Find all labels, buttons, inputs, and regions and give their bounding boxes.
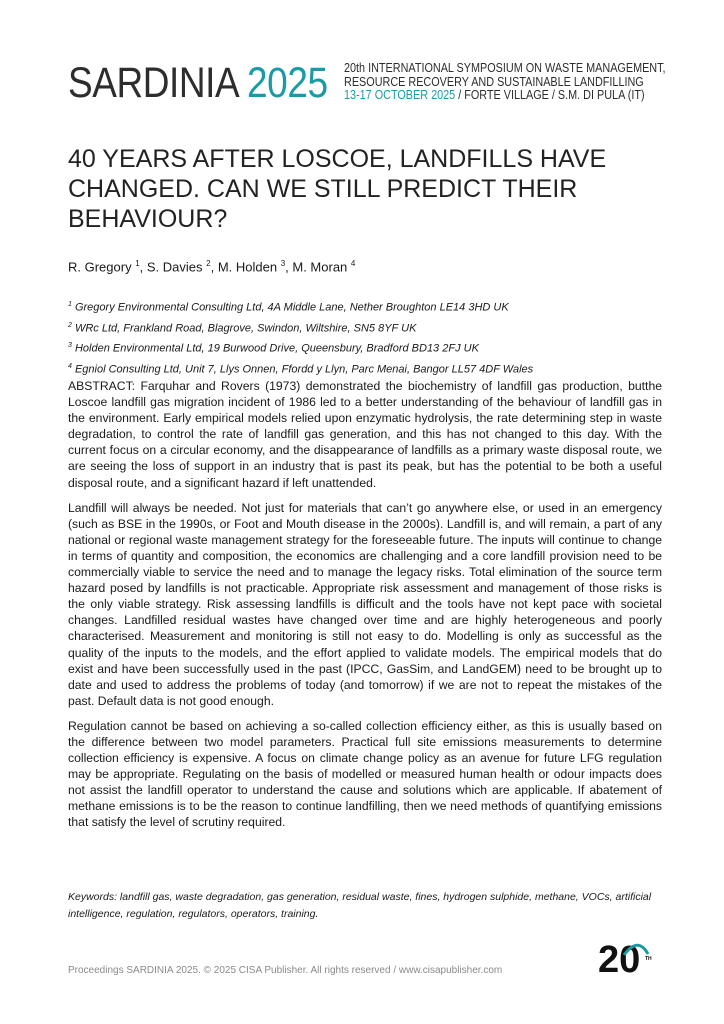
affiliation: $^4$ Egniol Consulting Ltd, Unit 7, Llys Onnen, Ffordd y Llyn, Parc Menai, Bangor LL57 4DF Wales — [68, 362, 534, 376]
symposium-line-1: 20th INTERNATIONAL SYMPOSIUM ON WASTE MANAGEMENT, — [344, 61, 666, 75]
author-affiliation-mark: 2 — [206, 259, 211, 268]
affiliation: $^2$ WRc Ltd, Frankland Road, Blagrove, Swindon, Wiltshire, SN5 8YF UK — [68, 321, 417, 335]
author-affiliation-mark: 1 — [135, 259, 140, 268]
author-name: S. Davies — [146, 259, 207, 275]
footer-copyright: Proceedings SARDINIA 2025. © 2025 CISA Publisher. All rights reserved / www.cisapublisher.com — [68, 965, 503, 976]
author-affiliation-mark: 3 — [280, 259, 286, 268]
paper-title: 40 YEARS AFTER LOSCOE, LANDFILLS HAVE CHANGED. CAN WE STILL PREDICT THEIR BEHAVIOUR? — [68, 145, 607, 233]
author-affiliation-mark: 4 — [350, 259, 356, 268]
symposium-line-2: RESOURCE RECOVERY AND SUSTAINABLE LANDFILLING — [344, 74, 644, 89]
logo-number: 20 — [598, 939, 641, 978]
brand-year: 2025 — [247, 59, 328, 107]
symposium-dates: 13-17 OCTOBER 2025 — [344, 88, 456, 102]
keywords: Keywords: landfill gas, waste degradation, gas generation, residual waste, fines, hydrogen sulphide, methane, VOCs, artificial intelligence, regulation, regulators, operators, training. — [68, 891, 652, 920]
author-list: R. Gregory $^1$, S. Davies $^2$, M. Holden $^3$, M. Moran $^4$ — [68, 259, 356, 275]
conference-logo — [68, 58, 328, 108]
body-paragraph: Regulation cannot be based on achieving a so-called collection efficiency either, as this is usually based on the difference between two model parameters. Practical full site emissions measurements to determine collection efficiency is expensive. A focus on climate change policy as an avenue for future LFG regulation may be appropriate. Regulating on the basis of modelled or measured human health or odour impacts does not assist the landfill operator to understand the cause and solutions which are applicable. If abatement of methane emissions is to be the reason to continue landfilling, then we need methods of quantifying emissions that satisfy the level of scrutiny required. — [68, 718, 662, 830]
conference-header — [68, 58, 668, 108]
symposium-info — [344, 62, 666, 103]
twentieth-edition-logo — [598, 938, 658, 978]
author-name: M. Moran — [292, 259, 351, 275]
paper-body — [68, 378, 662, 840]
affiliation: $^1$ Gregory Environmental Consulting Ltd, 4A Middle Lane, Nether Broughton LE14 3HD UK — [68, 301, 509, 314]
author-name: M. Holden — [217, 259, 281, 275]
body-paragraph: Landfill will always be needed. Not just for materials that can’t go anywhere else, or used in an emergency (such as BSE in the 1990s, or Foot and Mouth disease in the 2000s). Landfill is, and will remain, a part of any national or regional waste management strategy for the foreseeable future. The inputs will continue to change in terms of quantity and composition, the economics are challenging and a core landfill provision need to be commercially viable to service the need and to manage the legacy risks. Total elimination of the source term hazard posed by landfills is not practicable. Appropriate risk assessment and management of those risks is the only viable strategy. Risk assessing landfills is difficult and the tools have not kept pace with societal changes. Landfilled residual wastes have changed over time and are highly heterogeneous and poorly characterised. Measurement and monitoring is still not easy to do. Modelling is only as successful as the quality of the inputs to the models, and the effort applied to validate models. The empirical models that do exist and have been successfully used in the past (IPCC, GasSim, and LandGEM) need to be brought up to date and used to address the problems of today (and tomorrow) if we are not to repeat the mistakes of the past. Default data is not good enough. — [68, 500, 662, 708]
logo-suffix: TH — [645, 956, 652, 962]
brand-word: SARDINIA — [68, 59, 238, 107]
abstract-paragraph: ABSTRACT: Farquhar and Rovers (1973) demonstrated the biochemistry of landfill gas production, butthe Loscoe landfill gas migration incident of 1986 led to a better understanding of the behaviour of landfill gas in the environment. Early empirical models relied upon enzymatic hydrolysis, the rate determining step in waste degradation, to control the rate of landfill gas generation, and this has not changed to this day. With the current focus on a circular economy, and the disappearance of landfills as a primary waste disposal route, we are seeing the loss of support in an industry that is past its peak, but has the potential to be both a useful disposal route, and a significant hazard if left unattended. — [68, 379, 662, 490]
affiliation-list — [68, 296, 533, 379]
author-name: R. Gregory — [68, 259, 136, 275]
symposium-venue: / FORTE VILLAGE / S.M. DI PULA (IT) — [455, 88, 645, 102]
affiliation: $^3$ Holden Environmental Ltd, 19 Burwood Drive, Queensbury, Bradford BD13 2FJ UK — [68, 342, 479, 355]
